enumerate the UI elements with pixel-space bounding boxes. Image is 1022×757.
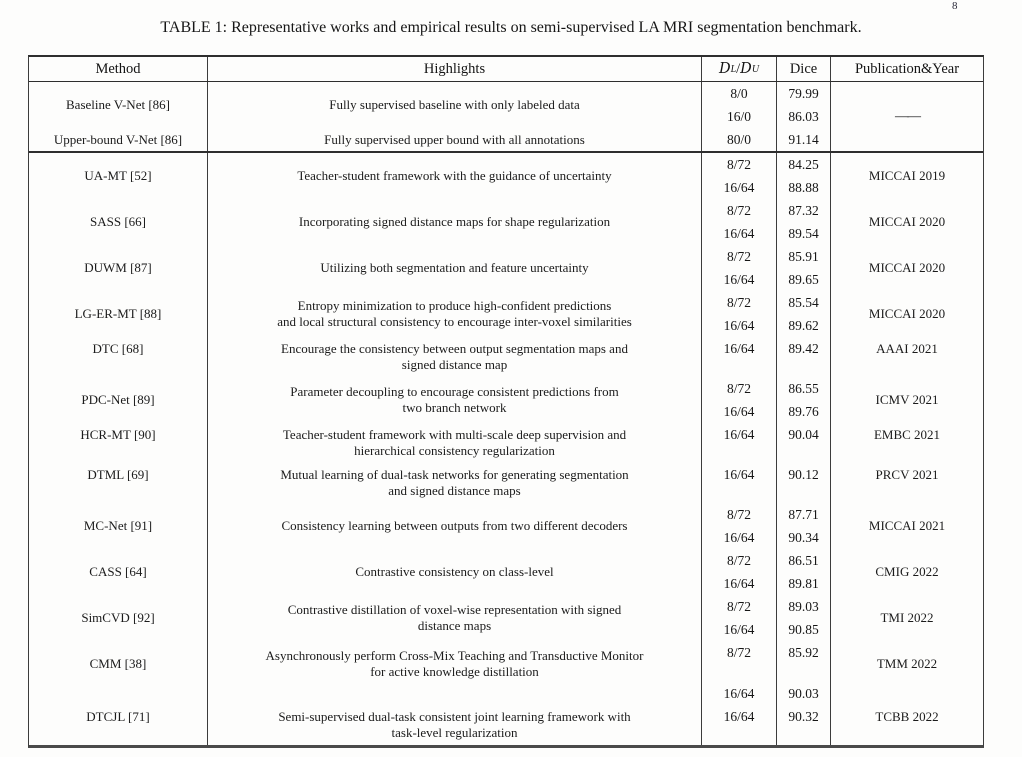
publication-label: MICCAI 2020 bbox=[868, 306, 946, 321]
table-row bbox=[29, 595, 983, 641]
dice-value: 88.88 bbox=[788, 179, 819, 195]
publication-label: CMIG 2022 bbox=[875, 564, 939, 579]
split-separator: / bbox=[736, 60, 741, 77]
method-cell bbox=[29, 423, 208, 463]
dice-column bbox=[777, 705, 831, 745]
publication-label: TCBB 2022 bbox=[875, 708, 939, 724]
publication-label: ICMV 2021 bbox=[875, 392, 939, 407]
split-value: 16/64 bbox=[723, 685, 755, 701]
publication-label: TMM 2022 bbox=[876, 656, 938, 671]
split-column bbox=[702, 549, 777, 595]
publication-label: MICCAI 2020 bbox=[868, 260, 946, 275]
dice-value: 87.32 bbox=[788, 202, 819, 218]
method-cell bbox=[29, 199, 208, 245]
dice-value: 90.12 bbox=[788, 466, 819, 482]
dice-value: 86.51 bbox=[788, 552, 819, 568]
table-row bbox=[29, 705, 983, 745]
method-cell bbox=[29, 503, 208, 549]
split-value: 8/72 bbox=[726, 506, 751, 522]
method-cell bbox=[29, 595, 208, 641]
highlights-cell bbox=[208, 705, 702, 745]
highlights-cell bbox=[208, 377, 702, 423]
split-value: 16/64 bbox=[723, 403, 755, 419]
dice-value: 79.99 bbox=[788, 85, 819, 101]
method-cell bbox=[29, 549, 208, 595]
method-cell bbox=[29, 337, 208, 377]
method-cell bbox=[29, 463, 208, 503]
method-label: HCR-MT [90] bbox=[80, 426, 156, 442]
table-header-row bbox=[29, 57, 983, 82]
col-header-publication: Publication&Year bbox=[854, 60, 960, 77]
highlights-line: distance maps bbox=[417, 618, 492, 633]
method-label: CASS [64] bbox=[89, 564, 147, 579]
dice-value: 89.62 bbox=[788, 317, 819, 333]
split-column bbox=[702, 82, 777, 151]
split-column bbox=[702, 291, 777, 337]
highlights-line: and signed distance maps bbox=[388, 483, 521, 498]
method-label: UA-MT [52] bbox=[84, 168, 152, 183]
split-value: 8/0 bbox=[730, 85, 748, 101]
script-d-unlabeled: D bbox=[740, 61, 752, 77]
publication-cell bbox=[831, 549, 983, 595]
publication-cell bbox=[831, 199, 983, 245]
split-column bbox=[702, 705, 777, 745]
dice-value: 86.03 bbox=[788, 108, 819, 124]
publication-cell bbox=[831, 641, 983, 705]
split-column bbox=[702, 199, 777, 245]
dice-value: 89.42 bbox=[788, 340, 819, 356]
highlights-cell bbox=[208, 423, 702, 463]
split-value: 8/72 bbox=[726, 294, 751, 310]
split-column bbox=[702, 641, 777, 705]
split-value: 8/72 bbox=[726, 644, 751, 660]
table-row bbox=[29, 291, 983, 337]
highlights-line: Utilizing both segmentation and feature uncertainty bbox=[320, 260, 589, 275]
table-row bbox=[29, 503, 983, 549]
split-value: 8/72 bbox=[726, 202, 751, 218]
method-label: PDC-Net [89] bbox=[81, 392, 155, 407]
publication-label: EMBC 2021 bbox=[873, 426, 941, 442]
dice-value: 87.71 bbox=[788, 506, 819, 522]
highlights-line: Mutual learning of dual-task networks for generating segmentation bbox=[280, 467, 629, 482]
method-label: SimCVD [92] bbox=[81, 610, 155, 625]
publication-label: PRCV 2021 bbox=[875, 466, 939, 482]
highlights-line: Encourage the consistency between output segmentation maps and bbox=[281, 341, 628, 356]
split-value: 8/72 bbox=[726, 552, 751, 568]
publication-cell bbox=[831, 291, 983, 337]
publication-cell bbox=[831, 705, 983, 745]
sub-labeled: L bbox=[730, 63, 737, 75]
highlights-line: signed distance map bbox=[401, 357, 508, 372]
dice-value: 90.04 bbox=[788, 426, 819, 442]
dice-value: 84.25 bbox=[788, 156, 819, 172]
method-cell bbox=[29, 377, 208, 423]
publication-label: MICCAI 2020 bbox=[868, 214, 946, 229]
dice-value: 85.54 bbox=[788, 294, 819, 310]
table-row bbox=[29, 245, 983, 291]
split-value: 16/64 bbox=[723, 621, 755, 637]
split-column bbox=[702, 377, 777, 423]
highlights-line: Asynchronously perform Cross-Mix Teaching and Transductive Monitor bbox=[265, 648, 644, 663]
split-column bbox=[702, 503, 777, 549]
publication-cell bbox=[831, 503, 983, 549]
highlights-line: Fully supervised baseline with only labeled data bbox=[329, 97, 580, 112]
method-cell bbox=[29, 705, 208, 745]
table-row bbox=[29, 641, 983, 705]
dice-value: 89.65 bbox=[788, 271, 819, 287]
highlights-line: for active knowledge distillation bbox=[370, 664, 539, 679]
table-row bbox=[29, 377, 983, 423]
method-label: DUWM [87] bbox=[84, 260, 152, 275]
table-row bbox=[29, 337, 983, 377]
method-label: DTCJL [71] bbox=[86, 708, 150, 724]
split-value: 16/64 bbox=[723, 575, 755, 591]
no-publication-dash: —— bbox=[895, 108, 919, 124]
publication-cell bbox=[831, 337, 983, 377]
split-column bbox=[702, 423, 777, 463]
dice-value: 85.91 bbox=[788, 248, 819, 264]
publication-cell bbox=[831, 463, 983, 503]
publication-label: AAAI 2021 bbox=[876, 340, 938, 356]
method-label: CMM [38] bbox=[89, 656, 147, 671]
split-value: 16/64 bbox=[723, 708, 755, 724]
split-value: 8/72 bbox=[726, 380, 751, 396]
table-row bbox=[29, 153, 983, 199]
table-caption: TABLE 1: Representative works and empirical results on semi-supervised LA MRI segmentation benchmark. bbox=[160, 19, 862, 36]
dice-column bbox=[777, 337, 831, 377]
highlights-cell bbox=[208, 549, 702, 595]
split-column bbox=[702, 595, 777, 641]
split-value: 16/64 bbox=[723, 225, 755, 241]
split-value: 16/64 bbox=[723, 271, 755, 287]
page-number: 8 bbox=[952, 0, 958, 12]
method-label: DTC [68] bbox=[92, 340, 144, 356]
dice-column bbox=[777, 463, 831, 503]
split-value: 16/64 bbox=[723, 529, 755, 545]
highlights-line: Incorporating signed distance maps for shape regularization bbox=[298, 214, 611, 229]
col-header-dice: Dice bbox=[777, 57, 831, 81]
highlights-line: task-level regularization bbox=[391, 725, 518, 740]
highlights-line: Teacher-student framework with multi-scale deep supervision and bbox=[282, 427, 627, 442]
dice-value: 89.03 bbox=[788, 598, 819, 614]
method-cell bbox=[29, 291, 208, 337]
dice-column bbox=[777, 245, 831, 291]
highlights-column bbox=[208, 82, 702, 151]
highlights-line: Teacher-student framework with the guidance of uncertainty bbox=[297, 168, 612, 183]
split-value: 8/72 bbox=[726, 598, 751, 614]
publication-cell bbox=[831, 423, 983, 463]
highlights-line: Consistency learning between outputs from two different decoders bbox=[281, 518, 628, 533]
split-value: 16/64 bbox=[723, 340, 755, 356]
dice-value: 89.81 bbox=[788, 575, 819, 591]
publication-cell bbox=[831, 595, 983, 641]
highlights-cell bbox=[208, 291, 702, 337]
method-cell: Baseline V-Net [86] bbox=[66, 97, 170, 112]
highlights-cell bbox=[208, 595, 702, 641]
dice-column bbox=[777, 503, 831, 549]
publication-cell bbox=[831, 245, 983, 291]
dice-value: 90.85 bbox=[788, 621, 819, 637]
publication-label: TMI 2022 bbox=[880, 610, 934, 625]
publication-label: MICCAI 2021 bbox=[868, 518, 946, 533]
results-table bbox=[28, 55, 984, 748]
highlights-line: Contrastive distillation of voxel-wise representation with signed bbox=[287, 602, 622, 617]
dice-column bbox=[777, 549, 831, 595]
split-value: 8/72 bbox=[726, 248, 751, 264]
highlights-cell bbox=[208, 503, 702, 549]
dice-column bbox=[777, 377, 831, 423]
dice-value: 91.14 bbox=[788, 131, 819, 147]
col-header-split bbox=[702, 57, 777, 81]
table-row bbox=[29, 549, 983, 595]
dice-value: 90.03 bbox=[788, 685, 819, 701]
publication-cell bbox=[831, 153, 983, 199]
highlights-cell bbox=[208, 153, 702, 199]
table-row bbox=[29, 199, 983, 245]
split-value: 80/0 bbox=[726, 131, 751, 147]
dice-column bbox=[777, 641, 831, 705]
split-column bbox=[702, 337, 777, 377]
dice-column bbox=[777, 291, 831, 337]
highlights-line: Contrastive consistency on class-level bbox=[355, 564, 554, 579]
dice-column bbox=[777, 82, 831, 151]
dice-column bbox=[777, 423, 831, 463]
highlights-line: Semi-supervised dual-task consistent joint learning framework with bbox=[278, 709, 631, 724]
sub-unlabeled: U bbox=[751, 63, 760, 75]
publication-cell bbox=[831, 377, 983, 423]
method-label: SASS [66] bbox=[90, 214, 146, 229]
dice-value: 90.34 bbox=[788, 529, 819, 545]
method-cell bbox=[29, 641, 208, 705]
dice-value: 86.55 bbox=[788, 380, 819, 396]
table-row bbox=[29, 423, 983, 463]
highlights-line: Fully supervised upper bound with all annotations bbox=[324, 131, 585, 147]
split-value: 16/64 bbox=[723, 179, 755, 195]
highlights-line: Parameter decoupling to encourage consistent predictions from bbox=[290, 384, 619, 399]
highlights-line: Entropy minimization to produce high-confident predictions bbox=[297, 298, 612, 313]
method-column bbox=[29, 82, 208, 151]
highlights-line: two branch network bbox=[402, 400, 507, 415]
col-header-highlights: Highlights bbox=[208, 57, 702, 81]
publication-cell bbox=[831, 82, 983, 151]
highlights-cell bbox=[208, 245, 702, 291]
dice-value: 90.32 bbox=[788, 708, 819, 724]
col-header-method: Method bbox=[29, 57, 208, 81]
method-cell bbox=[29, 245, 208, 291]
highlights-cell bbox=[208, 463, 702, 503]
highlights-cell bbox=[208, 337, 702, 377]
split-column bbox=[702, 153, 777, 199]
highlights-cell bbox=[208, 199, 702, 245]
dice-value: 89.54 bbox=[788, 225, 819, 241]
split-column bbox=[702, 463, 777, 503]
method-label: LG-ER-MT [88] bbox=[74, 306, 162, 321]
dice-column bbox=[777, 153, 831, 199]
split-value: 16/64 bbox=[723, 426, 755, 442]
method-label: MC-Net [91] bbox=[83, 518, 153, 533]
dice-column bbox=[777, 595, 831, 641]
script-d-labeled: D bbox=[718, 61, 731, 77]
highlights-cell bbox=[208, 641, 702, 705]
method-cell: Upper-bound V-Net [86] bbox=[53, 131, 183, 147]
table-row bbox=[29, 463, 983, 503]
publication-label: MICCAI 2019 bbox=[868, 168, 946, 183]
split-column bbox=[702, 245, 777, 291]
semi-supervised-section bbox=[29, 153, 983, 745]
split-value: 8/72 bbox=[726, 156, 751, 172]
dice-value: 85.92 bbox=[788, 644, 819, 660]
dice-column bbox=[777, 199, 831, 245]
method-cell bbox=[29, 153, 208, 199]
supervised-section bbox=[29, 82, 983, 153]
dice-value: 89.76 bbox=[788, 403, 819, 419]
highlights-line: hierarchical consistency regularization bbox=[354, 443, 555, 458]
split-value: 16/64 bbox=[723, 317, 755, 333]
method-label: DTML [69] bbox=[87, 466, 149, 482]
highlights-line: and local structural consistency to encourage inter-voxel similarities bbox=[277, 314, 632, 329]
split-value: 16/64 bbox=[723, 466, 755, 482]
split-value: 16/0 bbox=[726, 108, 751, 124]
